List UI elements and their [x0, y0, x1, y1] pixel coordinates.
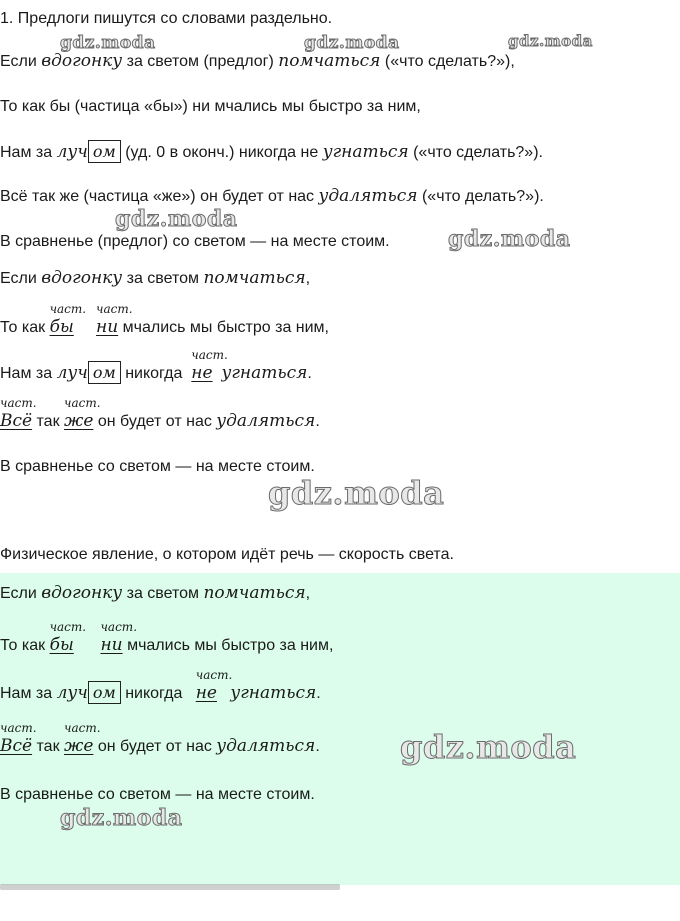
watermark: gdz.moda	[448, 226, 571, 252]
s1-line-2: То как бы (частица «бы») ни мчались мы быстро за ним,	[0, 98, 421, 115]
watermark: gdz.moda	[304, 33, 400, 53]
phenomenon-statement: Физическое явление, о котором идёт речь — скорость света.	[0, 546, 454, 563]
watermark: gdz.moda	[60, 33, 156, 53]
particle-zhe: част. же	[64, 396, 101, 431]
s3-line-2: То как част. бы част. ни мчались мы быстро за ним,	[0, 620, 334, 655]
s2-line-2: То как част. бы част. ни мчались мы быстро за ним,	[0, 302, 329, 337]
s1-line-3: Нам за луч ом (уд. 0 в оконч.) никогда не угнаться («что сделать?»).	[0, 142, 543, 162]
s2-line-1: Если вдогонку за светом помчаться,	[0, 268, 311, 288]
ending-box: ом	[88, 681, 121, 704]
particle-zhe: част. же	[64, 721, 101, 756]
particle-by: част. бы	[49, 620, 87, 655]
s3-line-4: част. Всё так част. же он будет от нас удаляться.	[0, 721, 320, 756]
watermark: gdz.moda	[400, 728, 577, 766]
particle-ne: част. не	[195, 668, 233, 703]
s3-line-3: Нам за луч ом никогда част. не угнаться.	[0, 668, 321, 703]
cut-off-text-line	[0, 884, 340, 890]
watermark: gdz.moda	[268, 474, 445, 512]
watermark: gdz.moda	[508, 32, 593, 50]
ending-box: ом	[88, 361, 121, 384]
s2-line-4: част. Всё так част. же он будет от нас удаляться.	[0, 396, 320, 431]
watermark: gdz.moda	[60, 805, 183, 831]
particle-ni: част. ни	[100, 620, 138, 655]
s2-line-5: В сравненье со светом — на месте стоим.	[0, 458, 315, 475]
s3-line-1: Если вдогонку за светом помчаться,	[0, 583, 311, 603]
task-heading: 1. Предлоги пишутся со словами раздельно.	[0, 10, 333, 27]
particle-ne: част. не	[191, 348, 228, 383]
particle-ni: част. ни	[96, 302, 133, 337]
s1-line-1: Если вдогонку за светом (предлог) помчаться («что сделать?»),	[0, 51, 515, 71]
particle-by: част. бы	[49, 302, 87, 337]
particle-vsyo: част. Всё	[0, 396, 37, 431]
ending-box: ом	[88, 140, 121, 163]
s1-line-4: Всё так же (частица «же») он будет от нас удаляться («что делать?»).	[0, 186, 544, 206]
s3-line-5: В сравненье со светом — на месте стоим.	[0, 786, 315, 803]
particle-vsyo: част. Всё	[0, 721, 37, 756]
s1-line-5: В сравненье (предлог) со светом — на месте стоим.	[0, 233, 390, 250]
watermark: gdz.moda	[115, 206, 238, 232]
prefix-v: в	[41, 51, 52, 71]
s2-line-3: Нам за луч ом никогда част. не угнаться.	[0, 348, 312, 383]
